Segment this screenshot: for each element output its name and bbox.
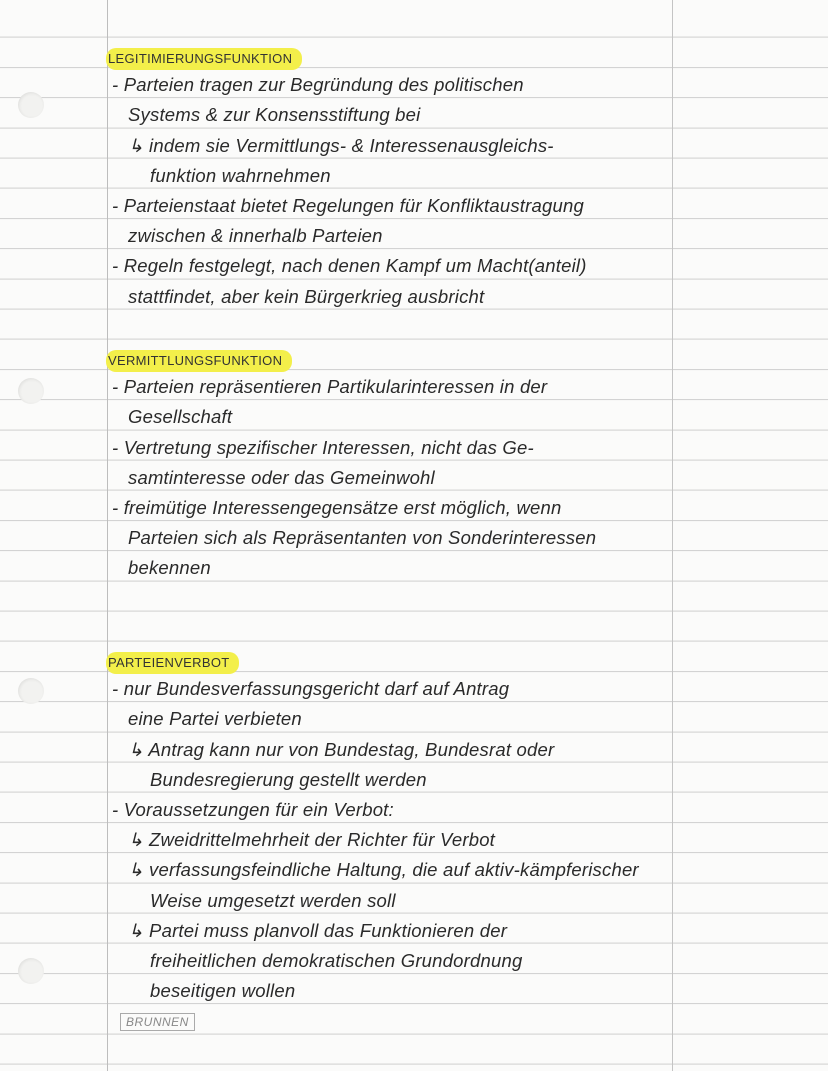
note-line: funktion wahrnehmen <box>150 164 331 186</box>
note-line: - Vertretung spezifischer Interessen, nicht das Ge- <box>112 436 534 458</box>
punch-hole <box>18 678 44 704</box>
note-line: - Regeln festgelegt, nach denen Kampf um Macht(anteil) <box>112 255 587 277</box>
note-line: - nur Bundesverfassungsgericht darf auf Antrag <box>112 678 510 700</box>
note-line: stattfindet, aber kein Bürgerkrieg ausbricht <box>128 285 485 307</box>
note-line: freiheitlichen demokratischen Grundordnung <box>150 950 523 971</box>
note-line: bekennen <box>128 557 211 579</box>
note-line: - Parteienstaat bietet Regelungen für Konfliktaustragung <box>112 195 584 216</box>
note-line: - freimütige Interessengegensätze erst möglich, wenn <box>112 497 562 518</box>
note-line: ↳ Zweidrittelmehrheit der Richter für Verbot <box>128 829 496 851</box>
note-line: Gesellschaft <box>128 406 233 428</box>
note-line: eine Partei verbieten <box>128 708 302 730</box>
punch-hole <box>18 92 44 118</box>
section-heading: PARTEIENVERBOT <box>106 652 239 674</box>
note-line: Systems & zur Konsensstiftung bei <box>128 104 421 126</box>
note-line: - Parteien repräsentieren Partikularinteressen in der <box>112 376 548 398</box>
note-line: ↳ indem sie Vermittlungs- & Interessenausgleichs- <box>128 134 554 156</box>
note-line: - Parteien tragen zur Begründung des politischen <box>112 74 524 96</box>
note-line: Parteien sich als Repräsentanten von Sonderinteressen <box>128 527 597 549</box>
note-line: zwischen & innerhalb Parteien <box>128 225 383 247</box>
punch-hole <box>18 378 44 404</box>
note-line: Bundesregierung gestellt werden <box>150 768 427 790</box>
note-line: beseitigen wollen <box>150 980 296 1002</box>
note-line: samtinteresse oder das Gemeinwohl <box>128 466 435 488</box>
note-line: Weise umgesetzt werden soll <box>150 889 396 911</box>
note-line: ↳ Antrag kann nur von Bundestag, Bundesrat oder <box>128 738 555 760</box>
note-line: ↳ verfassungsfeindliche Haltung, die auf aktiv-kämpferischer <box>128 859 639 881</box>
left-margin-line <box>107 0 108 1071</box>
right-margin-line <box>672 0 673 1071</box>
brand-logo: BRUNNEN <box>120 1013 195 1031</box>
note-line: - Voraussetzungen für ein Verbot: <box>112 799 394 820</box>
section-heading: LEGITIMIERUNGSFUNKTION <box>106 48 302 70</box>
punch-hole <box>18 958 44 984</box>
section-heading: VERMITTLUNGSFUNKTION <box>106 350 292 372</box>
note-line: ↳ Partei muss planvoll das Funktionieren der <box>128 919 508 941</box>
